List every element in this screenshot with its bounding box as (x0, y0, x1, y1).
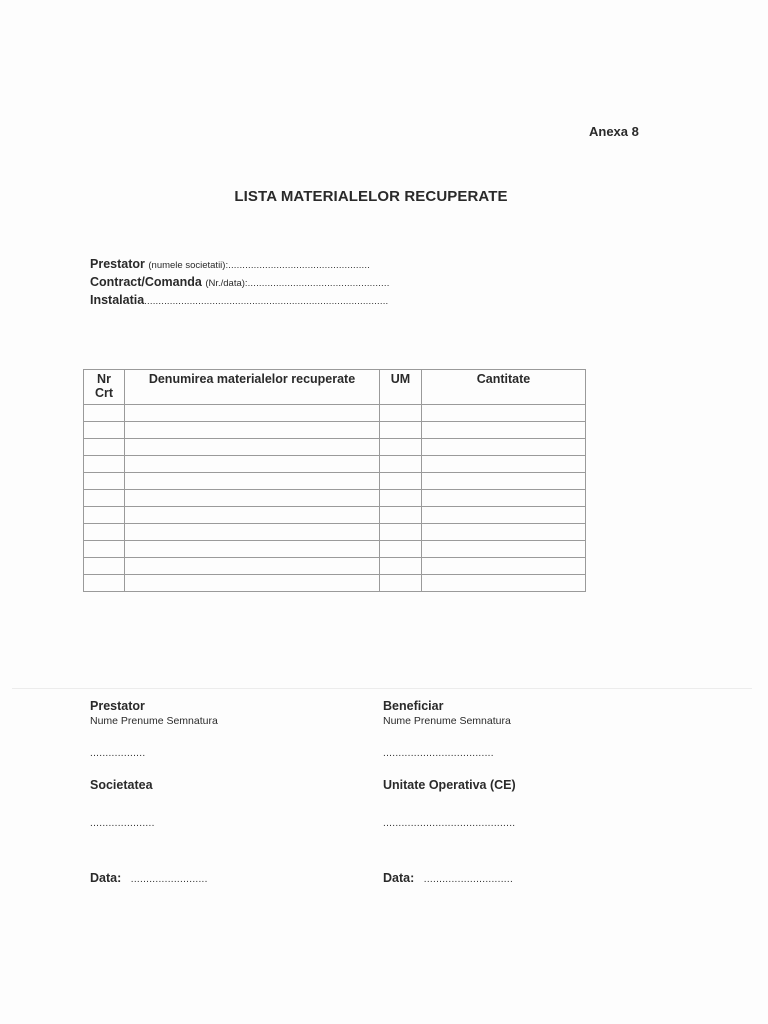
unitate-operativa-label: Unitate Operativa (CE) (383, 778, 516, 792)
table-row (84, 422, 586, 439)
cell-denumire[interactable] (125, 422, 380, 439)
cell-um[interactable] (380, 558, 422, 575)
contract-dots: .................................................. (247, 278, 390, 289)
prestator-signature-block (90, 699, 218, 727)
table-row (84, 405, 586, 422)
cell-nr[interactable] (84, 558, 125, 575)
cell-nr[interactable] (84, 575, 125, 592)
prestator-signature-title: Prestator (90, 699, 145, 713)
table-row (84, 558, 586, 575)
cell-nr[interactable] (84, 422, 125, 439)
document-title: LISTA MATERIALELOR RECUPERATE (234, 188, 508, 205)
prestator-date-block (90, 871, 208, 885)
cell-denumire[interactable] (125, 439, 380, 456)
cell-um[interactable] (380, 439, 422, 456)
prestator-signature-subtitle: Nume Prenume Semnatura (90, 715, 218, 727)
table-row (84, 456, 586, 473)
cell-cantitate[interactable] (422, 439, 586, 456)
info-block (90, 256, 390, 310)
cell-nr[interactable] (84, 507, 125, 524)
cell-um[interactable] (380, 541, 422, 558)
cell-um[interactable] (380, 473, 422, 490)
cell-cantitate[interactable] (422, 422, 586, 439)
annex-label: Anexa 8 (589, 124, 639, 139)
cell-cantitate[interactable] (422, 507, 586, 524)
beneficiar-date-line[interactable]: ............................. (423, 874, 514, 885)
prestator-date-label: Data: (90, 871, 122, 885)
cell-denumire[interactable] (125, 524, 380, 541)
cell-cantitate[interactable] (422, 575, 586, 592)
beneficiar-date-label: Data: (383, 871, 415, 885)
societatea-block (90, 778, 153, 792)
prestator-row (90, 256, 390, 274)
cell-um[interactable] (380, 490, 422, 507)
cell-nr[interactable] (84, 524, 125, 541)
cell-nr[interactable] (84, 405, 125, 422)
societatea-line[interactable]: ..................... (90, 818, 155, 829)
table-row (84, 541, 586, 558)
instalatia-dots: ...................................................................................... (144, 296, 389, 307)
header-cantitate: Cantitate (422, 370, 586, 405)
materials-table (83, 369, 586, 592)
cell-cantitate[interactable] (422, 541, 586, 558)
beneficiar-date-block (383, 871, 513, 885)
table-row (84, 439, 586, 456)
header-denumirea: Denumirea materialelor recuperate (125, 370, 380, 405)
instalatia-label: Instalatia (90, 293, 145, 307)
prestator-label: Prestator (90, 257, 145, 271)
cell-um[interactable] (380, 507, 422, 524)
cell-denumire[interactable] (125, 405, 380, 422)
instalatia-row (90, 292, 390, 310)
cell-um[interactable] (380, 405, 422, 422)
cell-denumire[interactable] (125, 507, 380, 524)
societatea-label: Societatea (90, 778, 153, 792)
cell-denumire[interactable] (125, 490, 380, 507)
beneficiar-signature-block (383, 699, 511, 727)
table-body (84, 405, 586, 592)
cell-denumire[interactable] (125, 473, 380, 490)
cell-denumire[interactable] (125, 558, 380, 575)
prestator-date-line[interactable]: ......................... (130, 874, 208, 885)
contract-row (90, 274, 390, 292)
beneficiar-signature-title: Beneficiar (383, 699, 444, 713)
unitate-operativa-line[interactable]: ........................................... (383, 818, 516, 829)
table-row (84, 490, 586, 507)
cell-cantitate[interactable] (422, 524, 586, 541)
beneficiar-name-line[interactable]: .................................... (383, 748, 494, 759)
cell-denumire[interactable] (125, 456, 380, 473)
cell-um[interactable] (380, 575, 422, 592)
cell-denumire[interactable] (125, 541, 380, 558)
cell-nr[interactable] (84, 439, 125, 456)
cell-cantitate[interactable] (422, 558, 586, 575)
cell-um[interactable] (380, 422, 422, 439)
header-um: UM (380, 370, 422, 405)
cell-nr[interactable] (84, 490, 125, 507)
table-row (84, 575, 586, 592)
beneficiar-signature-subtitle: Nume Prenume Semnatura (383, 715, 511, 727)
cell-cantitate[interactable] (422, 473, 586, 490)
prestator-note: (numele societatii): (148, 260, 229, 271)
cell-cantitate[interactable] (422, 456, 586, 473)
prestator-dots: .................................................. (228, 260, 371, 271)
cell-nr[interactable] (84, 541, 125, 558)
table-header-row (84, 370, 586, 405)
header-crt-label: Crt (94, 386, 114, 400)
table-row (84, 524, 586, 541)
section-divider (12, 688, 752, 689)
header-nr-crt (84, 370, 125, 405)
header-nr-label: Nr (97, 372, 111, 386)
cell-um[interactable] (380, 456, 422, 473)
cell-denumire[interactable] (125, 575, 380, 592)
cell-cantitate[interactable] (422, 490, 586, 507)
unitate-operativa-block (383, 778, 516, 792)
table-row (84, 507, 586, 524)
cell-nr[interactable] (84, 456, 125, 473)
cell-nr[interactable] (84, 473, 125, 490)
cell-cantitate[interactable] (422, 405, 586, 422)
cell-um[interactable] (380, 524, 422, 541)
prestator-name-line[interactable]: .................. (90, 748, 146, 759)
table-row (84, 473, 586, 490)
contract-label: Contract/Comanda (90, 275, 202, 289)
contract-note: (Nr./data): (205, 278, 248, 289)
